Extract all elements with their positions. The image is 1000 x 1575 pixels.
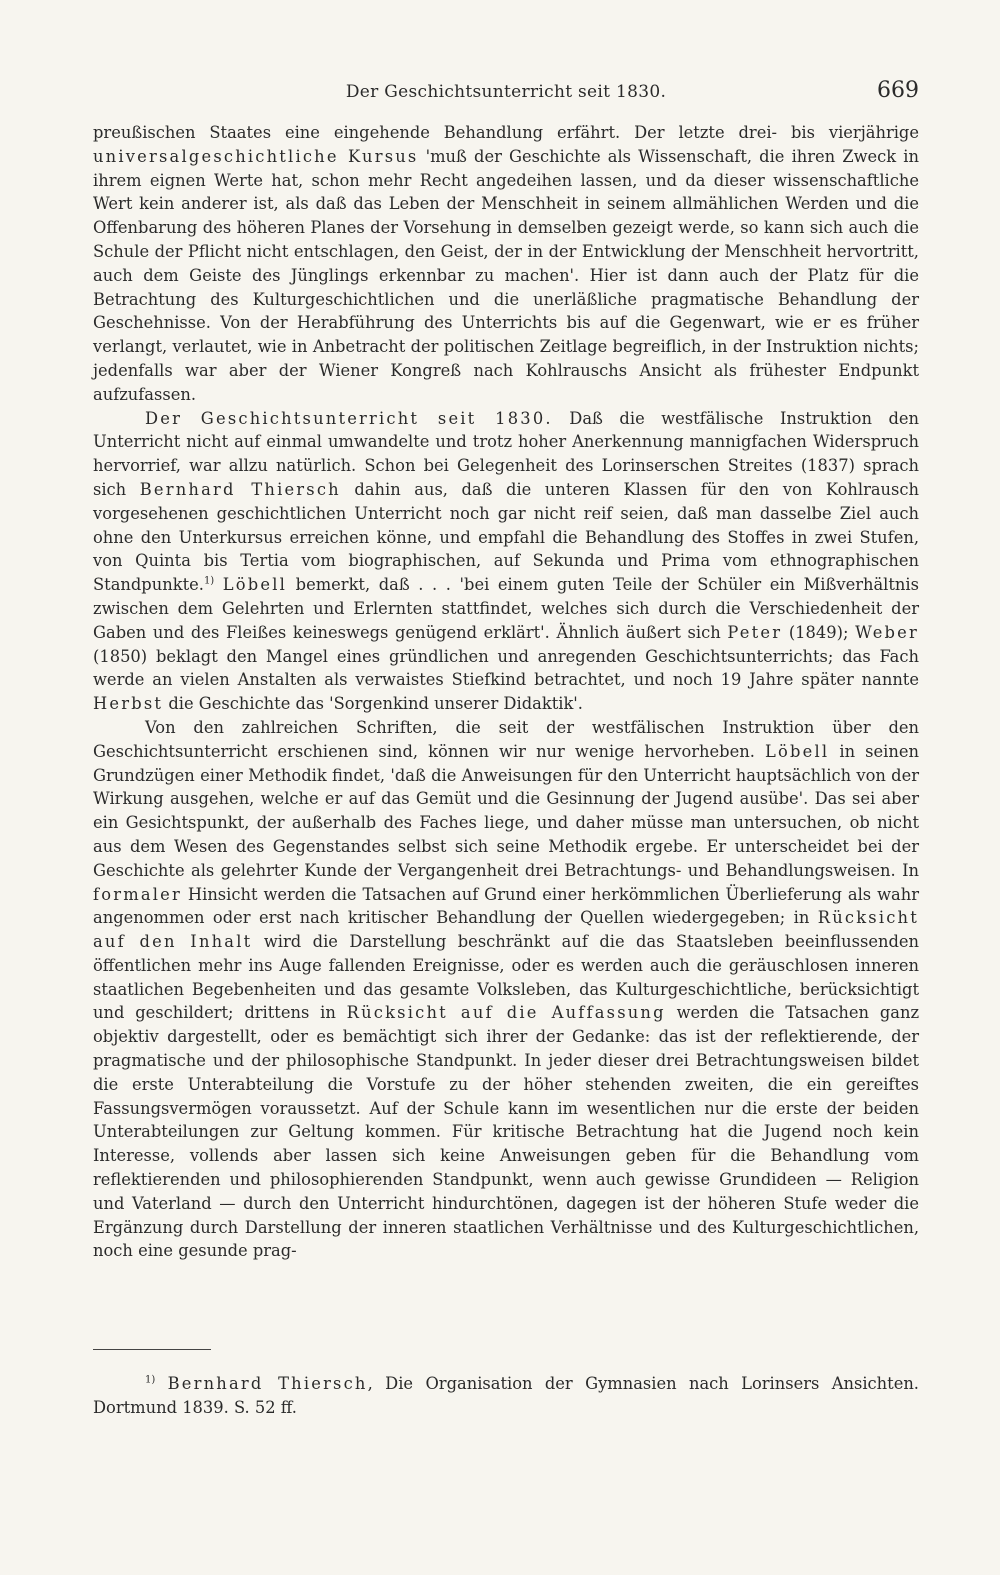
footnote-ref[interactable]: 1) <box>203 575 215 587</box>
p2-text-k: (1850) beklagt den Mangel eines gründlichen und anregenden Geschichtsunterrichts; das Fach werde an vielen Anstalten als verwaistes Stiefkind betrachtet, und noch 19 Jahre später nannte <box>93 646 919 690</box>
term-formaler: formaler <box>93 884 182 904</box>
paragraph-1 <box>93 121 919 407</box>
section-heading: Der Geschichtsunterricht seit 1830. <box>145 408 553 428</box>
p2-text-i: (1849); <box>782 622 856 642</box>
running-head: Der Geschichtsunterricht seit 1830. <box>345 82 667 102</box>
footnote-1 <box>93 1372 919 1420</box>
footnote-divider <box>93 1349 211 1350</box>
p3-text-g: wird die Darstellung beschränkt auf die das Staatsleben beeinflussenden öffentlichen mehr ins Auge fallenden Ereignisse, oder es werden auch die geräuschlosen inneren staatlichen Begebenheiten und das gesamte Volksleben, das Kulturgeschichtliche, berücksichtigt und geschildert; drittens in <box>93 932 919 1023</box>
p3-text-e: Hinsicht werden die Tatsachen auf Grund einer herkömmlichen Überlieferung als wahr angenommen oder erst nach kritischer Behandlung der Quellen wiedergegeben; in <box>93 884 919 928</box>
name-weber: Weber <box>855 622 919 642</box>
p2-text-b: Daß die westfälische Instruktion den Unterricht nicht auf einmal umwandelte und trotz hoher Anerkennung mannigfachen Widerspruch hervorrief, war allzu natürlich. Schon bei Gelegenheit des Lorinserschen Streites (1837) sprach sich <box>93 408 919 499</box>
footnote-text: , Die Organisation der Gymnasien nach Lorinsers Ansichten. Dortmund 1839. S. 52 ff. <box>93 1374 919 1417</box>
page-header <box>93 78 919 112</box>
p3-text-c: in seinen Grundzügen einer Methodik findet, 'daß die Anweisungen für den Unterricht hauptsächlich von der Wirkung ausgehen, welche er auf das Gemüt und die Gesinnung der Jugend ausübe'. Das sei aber ein Gesichtspunkt, der außerhalb des Faches liege, und daher müsse man untersuchen, ob nicht aus dem Wesen des Gegenstandes selbst sich seine Methodik ergebe. Er unterscheidet bei der Geschichte als gelehrter Kunde der Vergangenheit drei Betrachtungs- und Behandlungsweisen. In <box>93 741 919 880</box>
term-ruecksicht-inhalt: Rücksicht auf den Inhalt <box>93 908 919 952</box>
name-peter: Peter <box>727 622 783 642</box>
p3-text-a: Von den zahlreichen Schriften, die seit der westfälischen Instruktion über den Geschichtsunterricht erschienen sind, können wir nur wenige hervorheben. <box>93 717 919 761</box>
p1-text-c: 'muß der Geschichte als Wissenschaft, die ihren Zweck in ihrem eignen Werte hat, schon mehr Recht angedeihen lassen, und da dieser wissenschaftliche Wert kein anderer ist, als daß das Leben der Menschheit in seinem allmählichen Werden und die Offenbarung des höheren Planes der Vorsehung in demselben gezeigt werde, so kann sich auch die Schule der Pflicht nicht entschlagen, den Geist, der in der Entwicklung der Menschheit hervortritt, auch dem Geiste des Jünglings erkennbar zu machen'. Hier ist dann auch der Platz für die Betrachtung des Kulturgeschichtlichen und die unerläßliche pragmatische Behandlung der Geschehnisse. Von der Herabführung des Unterrichts bis auf die Gegenwart, wie er es früher verlangt, verlautet, wie in Anbetracht der politischen Zeitlage begreiflich, in der Instruktion nichts; jedenfalls war aber der Wiener Kongreß nach Kohlrauschs Ansicht als frühester Endpunkt aufzufassen. <box>93 146 919 404</box>
name-herbst: Herbst <box>93 694 164 714</box>
p2-text-m: die Geschichte das 'Sorgenkind unserer Didaktik'. <box>163 694 583 714</box>
page-number: 669 <box>877 78 919 103</box>
footnote <box>93 1372 919 1420</box>
p2-text-g: bemerkt, daß . . . 'bei einem guten Teile der Schüler ein Mißverhältnis zwischen dem Gelehrten und Erlernten stattfindet, welches sich durch die Verschiedenheit der Gaben und des Fleißes keineswegs genügend erklärt'. Ähnlich äußert sich <box>93 575 919 642</box>
body-text <box>93 121 919 1263</box>
p3-text-i: werden die Tatsachen ganz objektiv dargestellt, oder es bemächtigt sich ihrer der Gedanke: das ist der reflektierende, der pragmatische und der philosophische Standpunkt. In jeder dieser drei Betrachtungsweisen bildet die erste Unterabteilung die Vorstufe zu der höher stehenden zweiten, die ein gereiftes Fassungsvermögen voraussetzt. Auf der Schule kann im wesentlichen nur die erste der beiden Unterabteilungen zur Geltung kommen. Für kritische Betrachtung hat die Jugend noch kein Interesse, vollends aber lassen sich keine Anweisungen geben für die Behandlung vom reflektierenden und philosophierenden Standpunkt, wenn auch gewisse Grundideen — Religion und Vaterland — durch den Unterricht hindurchtönen, dagegen ist der höheren Stufe weder die Ergänzung durch Darstellung der inneren staatlichen Verhältnisse und des Kulturgeschichtlichen, noch eine gesunde prag- <box>93 1003 920 1261</box>
footnote-marker: 1) <box>145 1374 156 1386</box>
footnote-author: Bernhard Thiersch <box>167 1374 368 1393</box>
paragraph-2 <box>93 407 919 716</box>
name-thiersch: Bernhard Thiersch <box>139 479 341 499</box>
term-ruecksicht-auffassung: Rücksicht auf die Auffassung <box>346 1003 666 1023</box>
paragraph-3 <box>93 716 919 1263</box>
name-loebell-2: Löbell <box>764 741 830 761</box>
p2-text-e <box>214 575 223 594</box>
p1-spaced-term: universalgeschichtliche Kursus <box>93 146 419 166</box>
name-loebell: Löbell <box>222 575 288 595</box>
p2-text-d: dahin aus, daß die unteren Klassen für den von Kohlrausch vorgesehenen geschichtlichen Unterricht noch gar nicht reif seien, daß man dasselbe Ziel auch ohne den Unterkursus erreichen könne, und empfahl die Behandlung des Stoffes in zwei Stufen, von Quinta bis Tertia vom biographischen, auf Sekunda und Prima vom ethnographischen Standpunkte. <box>93 479 920 595</box>
p1-text-a: preußischen Staates eine eingehende Behandlung erfährt. Der letzte drei- bis vierjährige <box>93 123 919 142</box>
